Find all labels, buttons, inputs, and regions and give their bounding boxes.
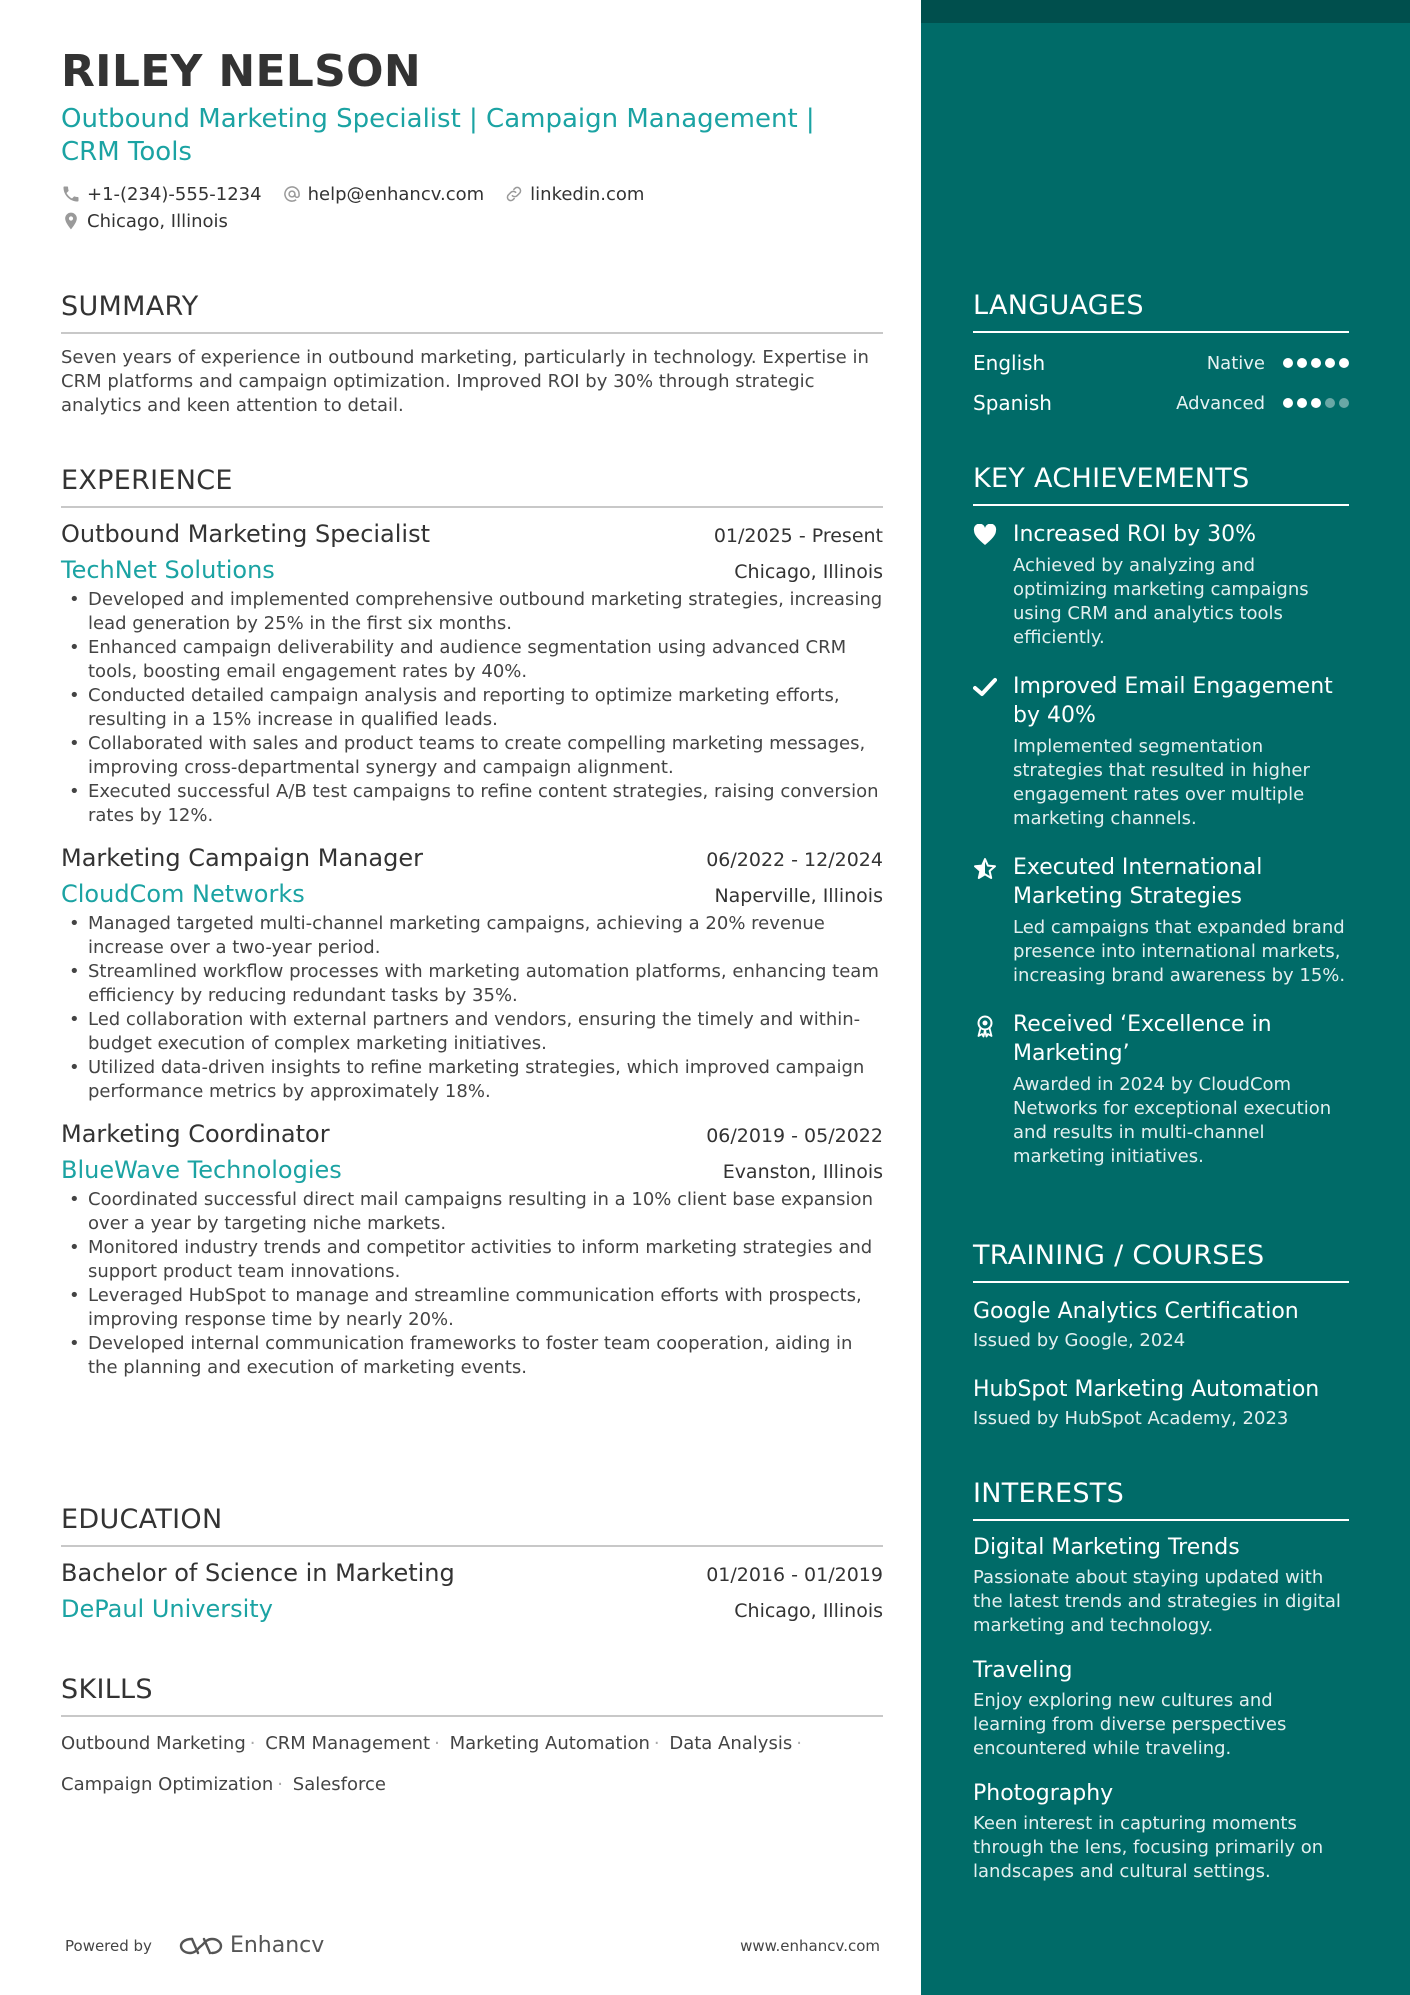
rating-dot [1339,398,1349,408]
candidate-name: RILEY NELSON [61,46,421,97]
interest-desc: Keen interest in capturing moments through the lens, focusing primarily on landscapes and cultural settings. [973,1813,1324,1882]
contact-info [61,181,883,235]
education-entry [61,1559,883,1623]
skills-title: SKILLS [61,1674,883,1717]
experience-section [61,465,883,1380]
interest-title: Photography [973,1781,1114,1806]
achievement-desc: Achieved by analyzing and optimizing marketing campaigns using CRM and analytics tools efficiently. [1013,555,1309,648]
skill-item: Data Analysis [669,1733,793,1754]
achievement-title: Improved Email Engagement by 40% [1013,674,1333,728]
interest-title: Traveling [973,1658,1073,1683]
bullet-item: • Monitored industry trends and competitor activities to inform marketing strategies and support product team innovations. [61,1236,883,1284]
phone-icon [61,184,81,204]
bullet-item: • Collaborated with sales and product teams to create compelling marketing messages, improving cross-departmental synergy and campaign alignment. [61,732,883,780]
linkedin-contact[interactable] [504,184,644,205]
education-title: EDUCATION [61,1504,883,1547]
training-title: TRAINING / COURSES [973,1240,1349,1283]
bullet-item: • Developed internal communication frameworks to foster team cooperation, aiding in the planning and execution of marketing events. [61,1332,883,1380]
achievement-desc: Awarded in 2024 by CloudCom Networks for exceptional execution and results in multi-channel marketing initiatives. [1013,1074,1332,1167]
website-link[interactable]: www.enhancv.com [740,1936,880,1955]
interests-title: INTERESTS [973,1478,1349,1521]
job-dates: 06/2019 - 05/2022 [706,1125,883,1147]
achievement-item [973,520,1349,650]
job-bullets [61,912,883,1104]
interest-desc: Enjoy exploring new cultures and learning from diverse perspectives encountered while traveling. [973,1690,1287,1759]
skill-item: Salesforce [292,1774,386,1795]
languages-section [973,290,1349,421]
job-location: Evanston, Illinois [722,1161,883,1183]
language-item [973,345,1349,381]
bullet-item: • Leveraged HubSpot to manage and streamline communication efforts with prospects, improving response time by nearly 20%. [61,1284,883,1332]
skills-section [61,1674,883,1805]
job-title: Outbound Marketing Specialist [61,520,431,548]
skill-item: Marketing Automation [449,1733,650,1754]
rating-dot [1283,398,1293,408]
language-level: Native [1206,352,1265,374]
skill-item: Outbound Marketing [61,1733,246,1754]
rating-dot [1339,358,1349,368]
education-dates: 01/2016 - 01/2019 [706,1564,883,1586]
email-text: help@enhancv.com [307,183,485,205]
achievement-title: Increased ROI by 30% [1013,522,1257,547]
job-location: Chicago, Illinois [734,561,883,583]
bullet-item: • Enhanced campaign deliverability and audience segmentation using advanced CRM tools, boosting email engagement rates by 40%. [61,636,883,684]
course-title: HubSpot Marketing Automation [973,1377,1320,1402]
rating-dot [1297,358,1307,368]
skill-item: CRM Management [265,1733,431,1754]
interest-item [973,1779,1349,1884]
main-column [61,46,883,1795]
job-title: Marketing Coordinator [61,1120,330,1148]
job-bullets [61,588,883,828]
job-location: Naperville, Illinois [714,885,883,907]
rating-dot [1325,398,1335,408]
language-name: English [973,351,1046,375]
powered-by [65,1933,324,1958]
achievements-title: KEY ACHIEVEMENTS [973,463,1349,506]
rating-dot [1297,398,1307,408]
headline: Outbound Marketing Specialist | Campaign Management | CRM Tools [61,103,815,167]
company-name: CloudCom Networks [61,880,305,908]
job-entry [61,520,883,828]
bullet-item: • Conducted detailed campaign analysis and reporting to optimize marketing efforts, resulting in a 15% increase in qualified leads. [61,684,883,732]
job-bullets [61,1188,883,1380]
rating-dot [1283,358,1293,368]
course-issuer: Issued by Google, 2024 [973,1330,1186,1351]
language-rating [1283,398,1349,408]
course-item [973,1297,1349,1353]
education-section [61,1504,883,1623]
phone-text: +1-(234)-555-1234 [87,183,262,205]
interest-title: Digital Marketing Trends [973,1535,1240,1560]
heart-icon [973,524,997,546]
experience-title: EXPERIENCE [61,465,883,508]
achievement-item [973,672,1349,831]
star-half-icon [973,857,997,881]
school-name: DePaul University [61,1595,273,1623]
achievement-title: Executed International Marketing Strategies [1013,855,1263,909]
job-entry [61,844,883,1104]
interest-desc: Passionate about staying updated with the latest trends and strategies in digital marketing and technology. [973,1567,1341,1636]
achievement-desc: Implemented segmentation strategies that resulted in higher engagement rates over multiple marketing channels. [1013,736,1310,829]
summary-text: Seven years of experience in outbound marketing, particularly in technology. Expertise in CRM platforms and campaign optimization. Improved ROI by 30% through strategic analytics and keen attention to detail. [61,347,869,416]
rating-dot [1311,358,1321,368]
languages-title: LANGUAGES [973,290,1349,333]
training-section [973,1240,1349,1431]
achievement-item [973,853,1349,988]
job-entry [61,1120,883,1380]
job-dates: 06/2022 - 12/2024 [706,849,883,871]
sidebar [921,0,1410,1995]
skills-list: Outbound Marketing · CRM Management · Marketing Automation · Data Analysis · Campaign Optimization · Salesforce [61,1733,802,1795]
interest-item [973,1656,1349,1761]
enhancv-brand-text: Enhancv [229,1933,325,1958]
award-icon [973,1014,997,1038]
phone-contact[interactable] [61,184,262,205]
linkedin-text: linkedin.com [530,183,645,205]
bullet-item: • Managed targeted multi-channel marketing campaigns, achieving a 20% revenue increase over a two-year period. [61,912,883,960]
language-item [973,385,1349,421]
summary-title: SUMMARY [61,291,883,334]
footer [65,1933,880,1958]
achievement-desc: Led campaigns that expanded brand presence into international markets, increasing brand awareness by 15%. [1013,917,1346,986]
course-item [973,1375,1349,1431]
powered-by-label: Powered by [65,1936,152,1955]
bullet-item: • Led collaboration with external partners and vendors, ensuring the timely and within-budget execution of complex marketing initiatives. [61,1008,883,1056]
location-text: Chicago, Illinois [87,210,228,232]
bullet-item: • Streamlined workflow processes with marketing automation platforms, enhancing team efficiency by reducing redundant tasks by 35%. [61,960,883,1008]
company-name: BlueWave Technologies [61,1156,342,1184]
sidebar-top-bar [921,0,1410,23]
skill-item: Campaign Optimization [61,1774,274,1795]
job-title: Marketing Campaign Manager [61,844,423,872]
education-location: Chicago, Illinois [734,1600,883,1622]
enhancv-logo-icon [178,1934,224,1958]
location-contact [61,211,228,232]
achievement-title: Received ‘Excellence in Marketing’ [1013,1012,1272,1066]
interest-item [973,1533,1349,1638]
bullet-item: • Coordinated successful direct mail campaigns resulting in a 10% client base expansion over a year by targeting niche markets. [61,1188,883,1236]
enhancv-logo[interactable] [178,1933,324,1958]
achievement-item [973,1010,1349,1169]
language-level: Advanced [1176,392,1265,414]
bullet-item: • Developed and implemented comprehensive outbound marketing strategies, increasing lead generation by 25% in the first six months. [61,588,883,636]
rating-dot [1311,398,1321,408]
bullet-item: • Executed successful A/B test campaigns to refine content strategies, raising conversion rates by 12%. [61,780,883,828]
course-title: Google Analytics Certification [973,1299,1299,1324]
link-icon [504,184,524,204]
company-name: TechNet Solutions [61,556,275,584]
language-name: Spanish [973,391,1052,415]
summary-section [61,291,883,418]
interests-section [973,1478,1349,1884]
bullet-item: • Utilized data-driven insights to refine marketing strategies, which improved campaign performance metrics by approximately 18%. [61,1056,883,1104]
course-issuer: Issued by HubSpot Academy, 2023 [973,1408,1289,1429]
location-pin-icon [61,211,81,231]
language-rating [1283,358,1349,368]
email-contact[interactable] [282,184,485,205]
degree: Bachelor of Science in Marketing [61,1559,455,1587]
at-icon [282,184,302,204]
check-icon [973,676,997,698]
achievements-section [973,463,1349,1169]
job-dates: 01/2025 - Present [713,525,883,547]
rating-dot [1325,358,1335,368]
